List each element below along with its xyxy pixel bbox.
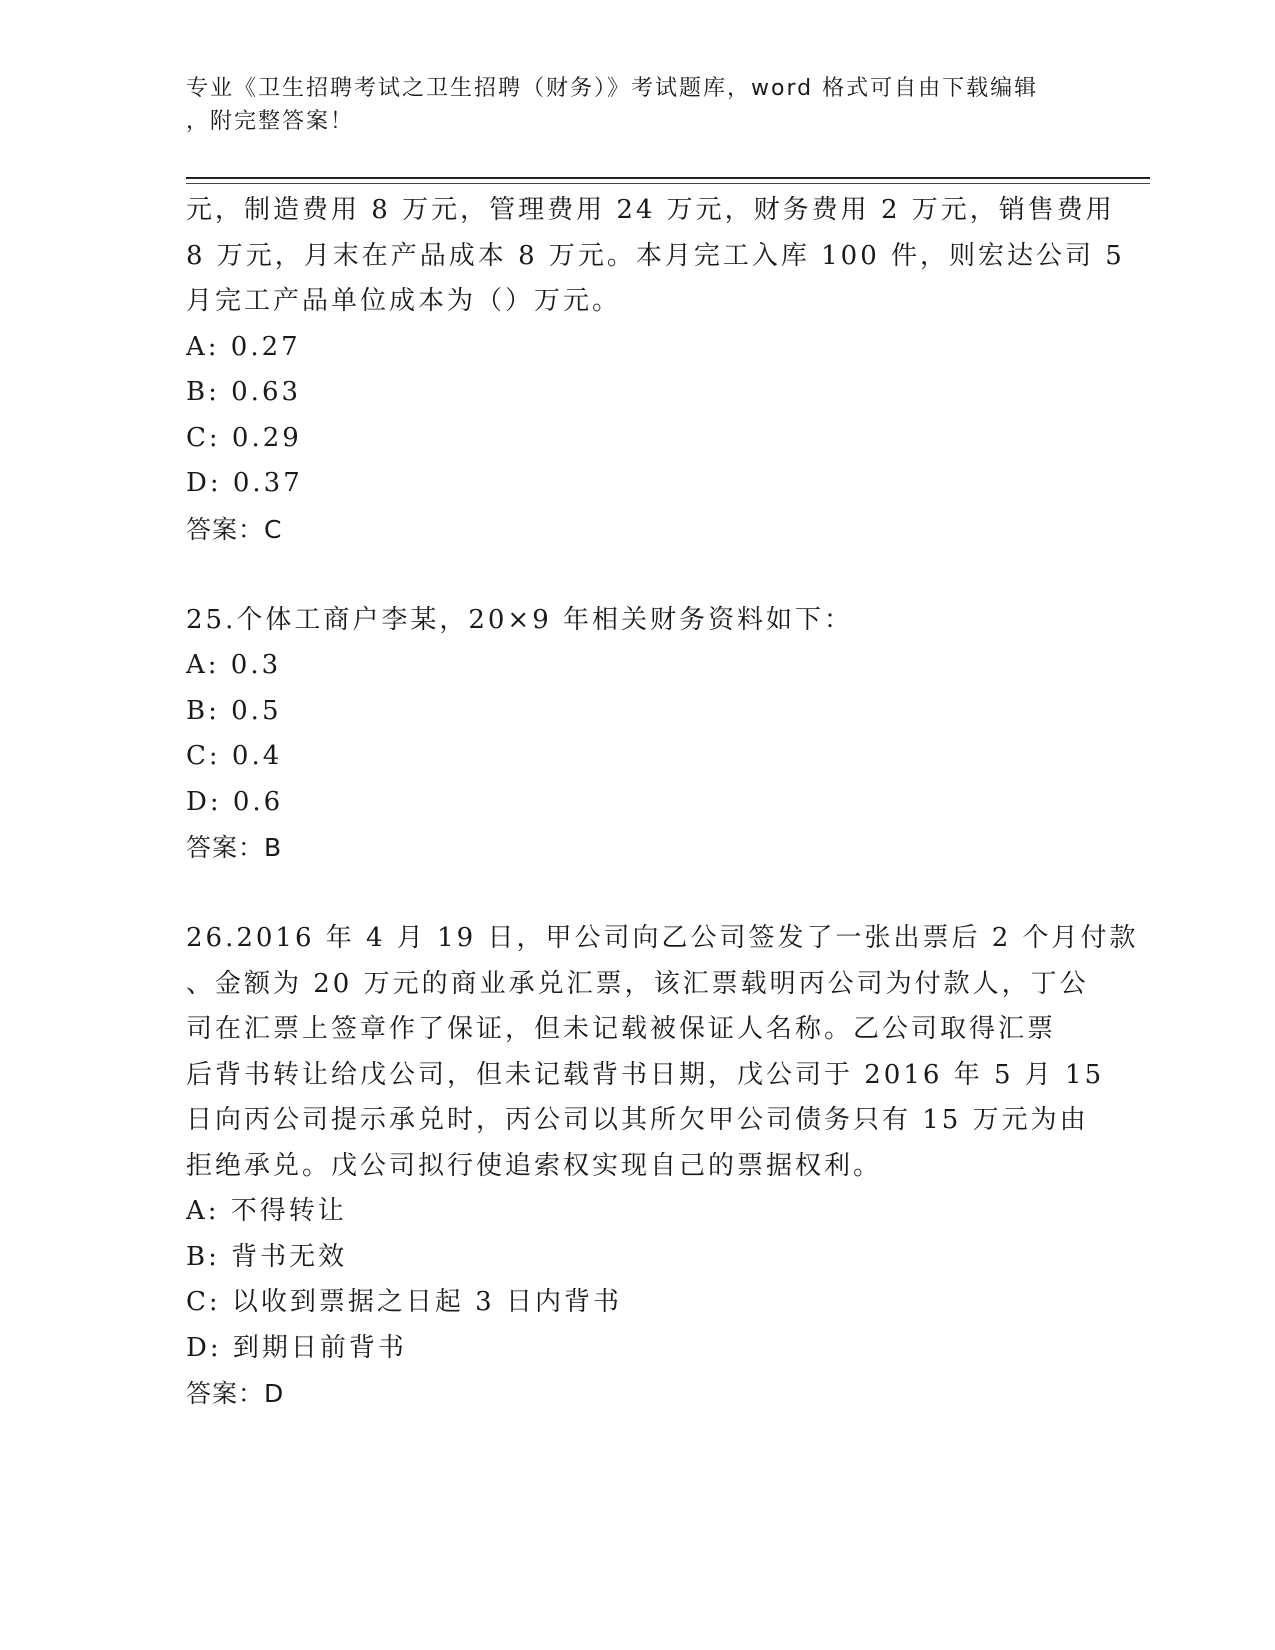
header-divider-thick [186, 177, 1150, 179]
spacer [186, 871, 1086, 917]
header-line-1: 专业《卫生招聘考试之卫生招聘（财务）》考试题库，word 格式可自由下载编辑 [186, 76, 1039, 101]
question-text-line: 26.2016 年 4 月 19 日，甲公司向乙公司签发了一张出票后 2 个月付款 [186, 923, 1139, 953]
question-prev [186, 188, 1125, 552]
option-d: D: 0.37 [186, 468, 303, 498]
option-a: A: 0.27 [186, 331, 301, 362]
question-text: 25.个体工商户李某，20×9 年相关财务资料如下： [186, 604, 854, 635]
question-text-line: 8 万元，月末在产品成本 8 万元。本月完工入库 100 件，则宏达公司 5 [186, 240, 1125, 271]
option-a: A: 不得转让 [186, 1196, 347, 1226]
question-text-line: 拒绝承兑。戊公司拟行使追索权实现自己的票据权利。 [186, 1150, 883, 1181]
spacer [186, 552, 1086, 598]
question-text-line: 后背书转让给戊公司，但未记载背书日期，戊公司于 2016 年 5 月 15 [186, 1059, 1105, 1090]
option-c: C: 0.29 [186, 422, 302, 453]
document-header [186, 72, 1066, 138]
question-list [186, 188, 1139, 1417]
option-b: B: 0.5 [186, 695, 282, 726]
question-26 [186, 916, 1139, 1417]
option-d: D: 到期日前背书 [186, 1332, 407, 1363]
option-c: C: 0.4 [186, 741, 283, 771]
header-line-2: ，附完整答案！ [186, 109, 355, 134]
question-text-line: 、金额为 20 万元的商业承兑汇票，该汇票载明丙公司为付款人，丁公 [186, 968, 1089, 999]
question-25 [186, 598, 1086, 871]
question-text-line: 月完工产品单位成本为（）万元。 [186, 286, 622, 316]
header-divider-thin [186, 183, 1150, 184]
option-d: D: 0.6 [186, 786, 284, 817]
option-a: A: 0.3 [186, 650, 282, 680]
option-b: B: 背书无效 [186, 1241, 348, 1272]
question-text-line: 日向丙公司提示承兑时，丙公司以其所欠甲公司债务只有 15 万元为由 [186, 1105, 1089, 1135]
question-text-line: 元，制造费用 8 万元，管理费用 24 万元，财务费用 2 万元，销售费用 [186, 195, 1115, 225]
answer-label: 答案：B [186, 833, 283, 862]
answer-label: 答案：D [186, 1379, 285, 1408]
question-text-line: 司在汇票上签章作了保证，但未记载被保证人名称。乙公司取得汇票 [186, 1014, 1057, 1044]
option-c: C: 以收到票据之日起 3 日内背书 [186, 1287, 622, 1317]
option-b: B: 0.63 [186, 377, 302, 407]
answer-label: 答案：C [186, 514, 283, 544]
